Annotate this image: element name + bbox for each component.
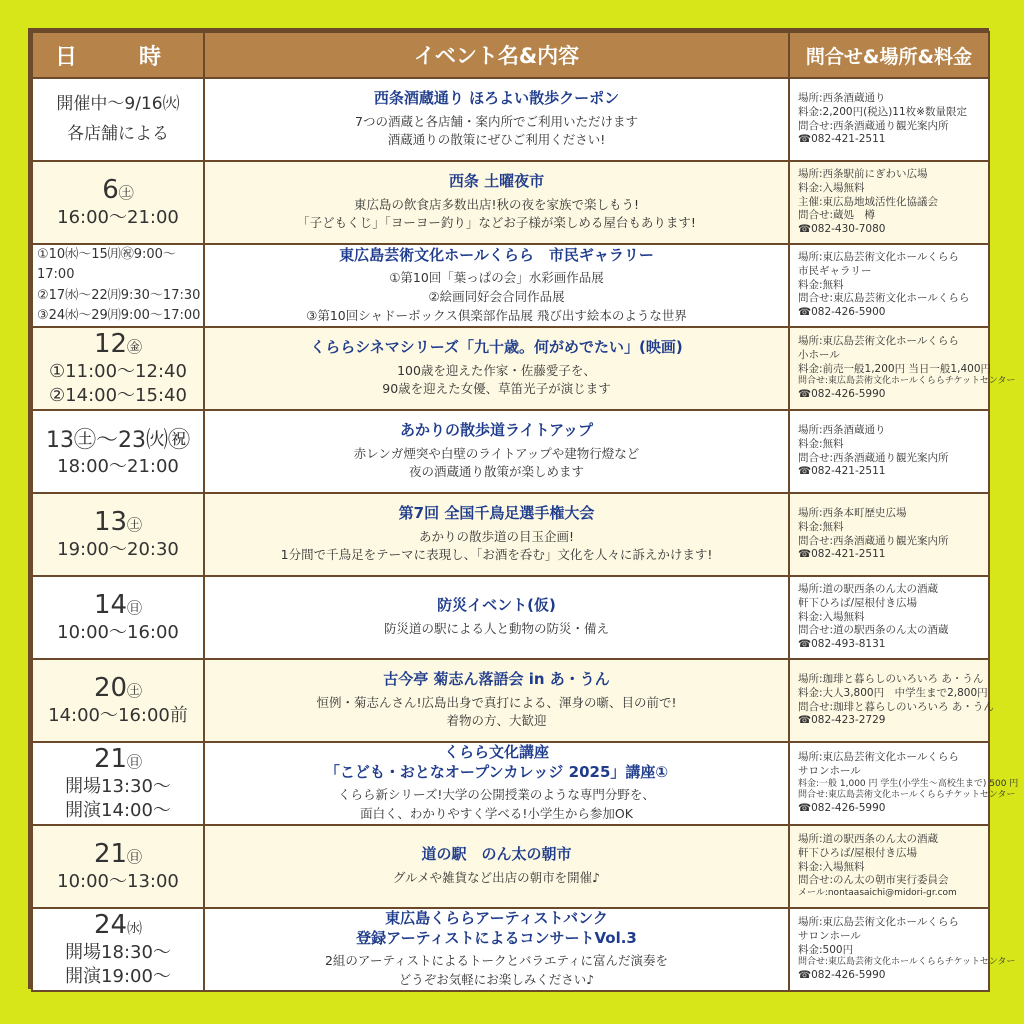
event-content-cell <box>204 161 789 244</box>
header-info: 問合せ&場所&料金 <box>789 32 989 78</box>
info-line: メール:nontaasaichi@midori-gr.com <box>798 887 957 898</box>
weekday: ㊐ <box>127 598 143 617</box>
event-time: 10:00～13:00 <box>57 870 179 892</box>
info-line: 問合せ:西条酒蔵通り観光案内所 <box>798 534 949 547</box>
event-time: 16:00～21:00 <box>57 206 179 228</box>
event-description <box>205 362 788 400</box>
info-line: 問合せ:東広島芸術文化ホールくららチケットセンター <box>798 376 1016 387</box>
event-time: ①11:00～12:40 <box>49 360 187 382</box>
event-content-cell <box>204 244 789 327</box>
event-day <box>33 839 203 870</box>
event-schedule <box>28 28 1019 989</box>
event-row <box>32 493 989 576</box>
event-date-cell <box>32 493 204 576</box>
event-date-cell <box>32 78 204 161</box>
info-line: 問合せ:蔵処 樽 <box>798 209 876 222</box>
info-line: 問合せ:東広島芸術文化ホールくららチケットセンター <box>798 957 1016 968</box>
event-day <box>33 424 203 455</box>
info-line: 料金:入場無料 <box>798 610 865 623</box>
header-row <box>32 32 989 78</box>
description-line: 酒蔵通りの散策にぜひご利用ください! <box>387 132 606 148</box>
event-info-cell <box>789 742 1019 825</box>
date-range: ①10㈬～15㈪㊗9:00～17:00 <box>37 247 176 283</box>
day-number: 12 <box>93 328 128 359</box>
event-date-cell <box>32 908 204 991</box>
event-description <box>205 269 788 325</box>
event-time: 14:00～16:00前 <box>48 704 188 726</box>
event-description <box>205 445 788 483</box>
event-info-cell <box>789 659 994 742</box>
event-title: 西条 土曜夜市 <box>448 172 545 190</box>
weekday: ㊎ <box>127 337 143 356</box>
info-line: 料金:500円 <box>798 943 854 956</box>
event-description <box>205 196 788 234</box>
event-title: あかりの散歩道ライトアップ <box>399 421 594 439</box>
header-date: 日 時 <box>32 32 204 78</box>
info-line: 場所:西条酒蔵通り <box>798 424 886 437</box>
info-line: 主催:東広島地域活性化協議会 <box>798 195 939 208</box>
event-content-cell <box>204 908 789 991</box>
info-line: サロンホール <box>798 930 861 943</box>
event-day <box>33 507 203 538</box>
info-line: 問合せ:珈琲と暮らしのいろいろ あ・うん <box>798 700 994 713</box>
description-line: 東広島の飲食店多数出店!秋の夜を家族で楽しもう! <box>353 196 640 212</box>
info-line: 軒下ひろば/屋根付き広場 <box>798 847 918 860</box>
day-number: 21 <box>93 838 128 869</box>
event-info-cell <box>789 908 1016 991</box>
info-line: 場所:道の駅西条のん太の酒蔵 <box>798 583 939 596</box>
event-description <box>205 528 788 566</box>
date-range: ②17㈬～22㈪9:30～17:30 <box>37 287 201 303</box>
info-line: 料金:入場無料 <box>798 182 865 195</box>
event-date-cell <box>32 659 204 742</box>
event-time: 開場13:30～ <box>65 775 171 797</box>
event-row <box>32 78 989 161</box>
info-line: 料金:2,200円(税込)11枚※数量限定 <box>798 105 967 118</box>
description-line: 100歳を迎えた作家・佐藤愛子を、 <box>397 362 596 378</box>
event-description <box>205 113 788 151</box>
event-title: 第7回 全国千鳥足選手権大会 <box>398 504 595 522</box>
event-row <box>32 327 989 410</box>
event-row <box>32 244 989 327</box>
description-line: 着物の方、大歓迎 <box>446 713 547 729</box>
event-time: 19:00～20:30 <box>57 538 179 560</box>
description-line: くらら新シリーズ!大学の公開授業のような専門分野を、 <box>338 787 655 803</box>
weekday: ㈬ <box>127 918 143 937</box>
description-line: グルメや雑貨など出店の朝市を開催♪ <box>392 869 601 885</box>
info-line: 料金:無料 <box>798 437 844 450</box>
day-number: 13 <box>93 506 128 537</box>
description-line: どうぞお気軽にお楽しみください♪ <box>398 972 595 987</box>
event-date-cell <box>32 244 204 327</box>
description-line: 面白く、わかりやすく学べる!小学生から参加OK <box>360 806 633 821</box>
event-title: くらら文化講座 <box>443 743 549 762</box>
day-number: 13㊏～23㈫㊗ <box>46 427 190 453</box>
event-content-cell <box>204 825 789 908</box>
info-line: ☎082-426-5900 <box>798 305 886 318</box>
event-row <box>32 161 989 244</box>
event-time: 開演14:00～ <box>65 800 171 822</box>
info-line: 問合せ:のん太の朝市実行委員会 <box>798 874 949 887</box>
event-info-cell <box>789 327 1016 410</box>
info-line: 問合せ:道の駅西条のん太の酒蔵 <box>798 624 949 637</box>
info-line: ☎082-421-2511 <box>798 133 886 146</box>
event-info-cell <box>789 493 989 576</box>
event-info-cell <box>789 244 989 327</box>
event-info-cell <box>789 78 989 161</box>
info-line: ☎082-423-2729 <box>798 714 886 727</box>
info-line: ☎082-430-7080 <box>798 222 886 235</box>
event-description <box>205 952 788 990</box>
event-row <box>32 742 989 825</box>
event-date-cell <box>32 410 204 493</box>
event-content-cell <box>204 742 789 825</box>
description-line: 2組のアーティストによるトークとバラエティに富んだ演奏を <box>324 953 669 969</box>
day-number: 20 <box>93 672 128 703</box>
info-line: ☎082-426-5990 <box>798 387 886 400</box>
event-day <box>33 910 203 941</box>
date-text: 各店舗による <box>67 123 169 144</box>
day-number: 6 <box>102 174 119 205</box>
event-day <box>33 673 203 704</box>
event-title: 古今亭 菊志ん落語会 in あ・うん <box>383 670 610 688</box>
event-title: 東広島芸術文化ホールくらら 市民ギャラリー <box>339 245 654 264</box>
info-line: 小ホール <box>798 349 840 362</box>
event-date-cell <box>32 161 204 244</box>
event-description <box>205 869 788 888</box>
event-time: ②14:00～15:40 <box>49 385 187 407</box>
description-line: 1分間で千鳥足をテーマに表現し、「お酒を呑む」文化を人々に訴えかけます! <box>280 547 713 563</box>
info-line: 場所:道の駅西条のん太の酒蔵 <box>798 833 939 846</box>
info-line: 問合せ:西条酒蔵通り観光案内所 <box>798 119 949 132</box>
event-row <box>32 908 989 991</box>
event-description <box>205 620 788 639</box>
description-line: ③第10回シャドーボックス倶楽部作品展 飛び出す絵本のような世界 <box>306 307 687 323</box>
event-content-cell <box>204 78 789 161</box>
info-line: ☎082-421-2511 <box>798 465 886 478</box>
date-range: ③24㈬～29㈪9:00～17:00 <box>37 307 201 323</box>
date-text: 開催中～9/16㈫ <box>56 93 180 114</box>
event-title: 登録アーティストによるコンサートVol.3 <box>356 928 637 947</box>
info-line: 問合せ:東広島芸術文化ホールくらら <box>798 292 970 305</box>
info-line: 場所:東広島芸術文化ホールくらら <box>798 916 959 929</box>
info-line: 問合せ:東広島芸術文化ホールくららチケットセンター <box>798 790 1016 801</box>
info-line: 市民ギャラリー <box>798 265 872 278</box>
description-line: 恒例・菊志んさん!広島出身で真打による、渾身の噺、目の前で! <box>316 694 677 710</box>
header-event: イベント名&内容 <box>204 32 789 78</box>
info-line: 場所:東広島芸術文化ホールくらら <box>798 335 959 348</box>
event-title: 「こども・おとなオープンカレッジ 2025」講座① <box>324 762 669 781</box>
info-line: ☎082-493-8131 <box>798 637 886 650</box>
description-line: 7つの酒蔵と各店舗・案内所でご利用いただけます <box>355 113 638 129</box>
event-day <box>33 744 203 775</box>
event-time: 10:00～16:00 <box>57 621 179 643</box>
info-line: 場所:西条本町歴史広場 <box>798 507 907 520</box>
info-line: 場所:西条酒蔵通り <box>798 92 886 105</box>
info-line: 場所:西条駅前にぎわい広場 <box>798 168 928 181</box>
description-line: 赤レンガ煙突や白壁のライトアップや建物行燈など <box>353 445 640 461</box>
event-time: 18:00～21:00 <box>57 455 179 477</box>
info-line: 料金:無料 <box>798 520 844 533</box>
info-line: 場所:東広島芸術文化ホールくらら <box>798 751 959 764</box>
event-info-cell <box>789 576 989 659</box>
weekday: ㊐ <box>127 752 143 771</box>
description-line: あかりの散歩道の目玉企画! <box>418 528 574 544</box>
event-title: 道の駅 のん太の朝市 <box>421 845 572 864</box>
event-info-cell <box>789 825 989 908</box>
event-content-cell <box>204 327 789 410</box>
weekday: ㊏ <box>127 681 143 700</box>
event-date-cell <box>32 327 204 410</box>
event-title: 西条酒蔵通り ほろよい散歩クーポン <box>373 89 620 107</box>
info-line: 料金:一般 1,000 円 学生(小学生～高校生まで) 500 円 <box>798 778 1019 789</box>
event-table <box>31 31 1019 992</box>
event-title: くららシネマシリーズ「九十歳。何がめでたい」(映画) <box>310 338 683 356</box>
event-content-cell <box>204 659 789 742</box>
day-number: 21 <box>93 743 128 774</box>
event-rows <box>32 78 1019 991</box>
info-line: 料金:前売一般1,200円 当日一般1,400円 <box>798 362 991 375</box>
event-time: 開場18:30～ <box>65 941 171 963</box>
info-line: サロンホール <box>798 764 861 777</box>
event-row <box>32 410 989 493</box>
weekday: ㊏ <box>127 515 143 534</box>
event-date-cell <box>32 825 204 908</box>
info-line: ☎082-421-2511 <box>798 548 886 561</box>
event-row <box>32 576 989 659</box>
event-description <box>205 786 788 824</box>
event-title: 東広島くららアーティストバンク <box>385 909 608 928</box>
description-line: 防災道の駅による人と動物の防災・備え <box>383 620 609 636</box>
info-line: 問合せ:西条酒蔵通り観光案内所 <box>798 451 949 464</box>
description-line: 90歳を迎えた女優、草笛光子が演じます <box>382 381 611 397</box>
info-line: 場所:珈琲と暮らしのいろいろ あ・うん <box>798 673 984 686</box>
day-number: 14 <box>93 589 128 620</box>
description-line: ②絵画同好会合同作品展 <box>428 288 565 304</box>
event-info-cell <box>789 161 989 244</box>
description-line: 「子どもくじ」「ヨーヨー釣り」などお子様が楽しめる屋台もあります! <box>297 215 696 231</box>
event-date-cell <box>32 742 204 825</box>
event-day <box>33 590 203 621</box>
description-line: ①第10回「葉っぱの会」水彩画作品展 <box>389 270 604 286</box>
event-content-cell <box>204 410 789 493</box>
event-day <box>33 329 203 360</box>
info-line: ☎082-426-5990 <box>798 802 886 814</box>
day-number: 24 <box>93 909 128 940</box>
event-info-cell <box>789 410 989 493</box>
description-line: 夜の酒蔵通り散策が楽しめます <box>408 464 584 480</box>
info-line: 料金:入場無料 <box>798 860 865 873</box>
info-line: 軒下ひろば/屋根付き広場 <box>798 597 918 610</box>
event-title: 防災イベント(仮) <box>437 596 556 615</box>
event-row <box>32 825 989 908</box>
event-content-cell <box>204 576 789 659</box>
event-content-cell <box>204 493 789 576</box>
event-description <box>205 694 788 732</box>
info-line: 料金:大人3,800円 中学生まで2,800円 <box>798 686 988 699</box>
info-line: 料金:無料 <box>798 278 844 291</box>
info-line: ☎082-426-5990 <box>798 968 886 981</box>
weekday: ㊐ <box>127 847 143 866</box>
event-day <box>33 175 203 206</box>
weekday: ㊏ <box>118 183 134 202</box>
info-line: 場所:東広島芸術文化ホールくらら <box>798 251 959 264</box>
event-date-cell <box>32 576 204 659</box>
event-row <box>32 659 989 742</box>
event-time: 開演19:00～ <box>65 966 171 988</box>
